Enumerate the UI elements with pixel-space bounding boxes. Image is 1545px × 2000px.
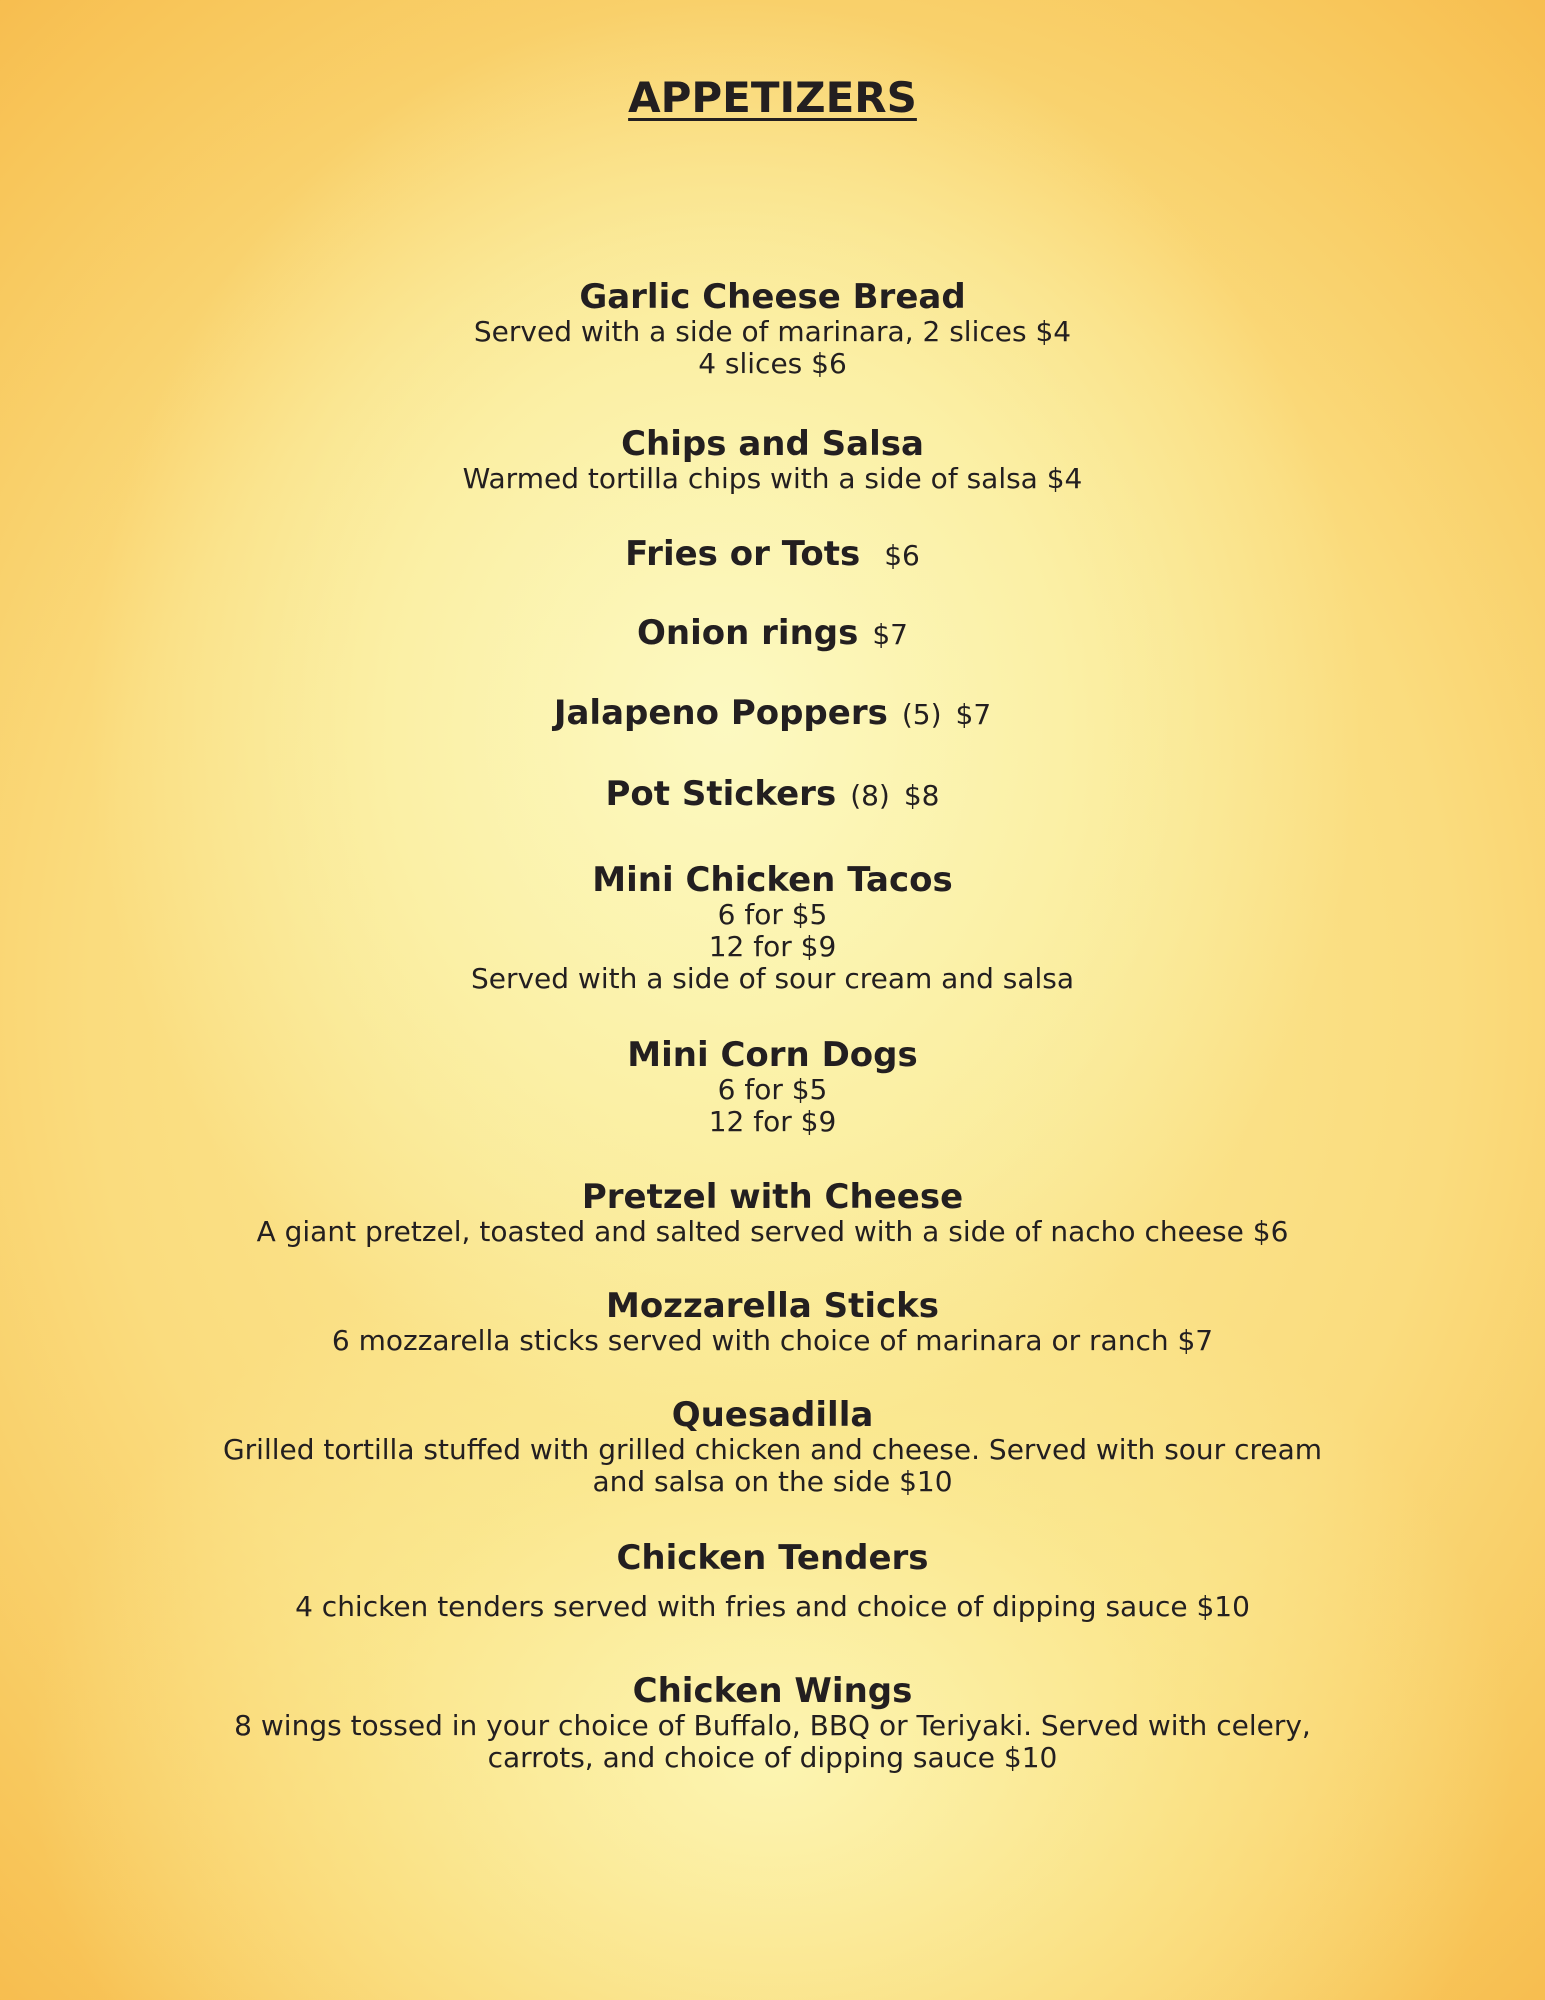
item-name: Garlic Cheese Bread — [579, 277, 966, 317]
item-description: A giant pretzel, toasted and salted served with a side of nacho cheese $6 — [256, 1215, 1289, 1248]
menu-item-mozzarella-sticks — [0, 1287, 1545, 1357]
item-name: Fries or Tots — [625, 534, 861, 574]
item-name: Chips and Salsa — [621, 424, 924, 464]
item-name: Chicken Wings — [632, 1671, 913, 1711]
item-price-option: 6 for $5 — [717, 898, 828, 931]
menu-item-mini-corn-dogs — [0, 1036, 1545, 1138]
item-name: Chicken Tenders — [616, 1538, 929, 1578]
menu-title-text: APPETIZERS — [628, 73, 917, 122]
item-price: $7 — [955, 698, 992, 731]
item-description: carrots, and choice of dipping sauce $10 — [487, 1741, 1058, 1774]
item-name-row — [0, 614, 1545, 654]
item-description: Served with a side of marinara, 2 slices $4 — [473, 315, 1072, 348]
item-price: $7 — [872, 618, 908, 651]
menu-item-garlic-cheese-bread — [0, 278, 1545, 380]
item-price-option: 12 for $9 — [708, 930, 837, 963]
item-name-row — [0, 535, 1545, 575]
item-name: Pretzel with Cheese — [581, 1177, 964, 1217]
item-price: $6 — [884, 539, 920, 572]
item-name: Mini Corn Dogs — [627, 1035, 918, 1075]
item-name-row — [0, 694, 1545, 734]
menu-item-pretzel-with-cheese — [0, 1178, 1545, 1248]
item-description: Warmed tortilla chips with a side of salsa $4 — [462, 462, 1083, 495]
menu-item-fries-or-tots — [0, 535, 1545, 575]
item-price-option: 6 for $5 — [717, 1073, 828, 1106]
menu-item-quesadilla — [0, 1396, 1545, 1498]
item-name: Mini Chicken Tacos — [592, 860, 953, 900]
menu-item-chicken-tenders — [0, 1539, 1545, 1623]
item-name: Mozzarella Sticks — [605, 1286, 940, 1326]
menu-title — [0, 72, 1545, 124]
item-description: Grilled tortilla stuffed with grilled chicken and cheese. Served with sour cream — [222, 1433, 1323, 1466]
menu-item-onion-rings — [0, 614, 1545, 654]
item-count: (8) — [850, 779, 890, 812]
item-name: Quesadilla — [671, 1395, 874, 1435]
item-description: 4 chicken tenders served with fries and choice of dipping sauce $10 — [295, 1590, 1250, 1623]
item-description: 6 mozzarella sticks served with choice of marinara or ranch $7 — [331, 1324, 1214, 1357]
item-name-row — [0, 775, 1545, 815]
item-description: and salsa on the side $10 — [592, 1465, 953, 1498]
item-description: 8 wings tossed in your choice of Buffalo, BBQ or Teriyaki. Served with celery, — [234, 1709, 1311, 1742]
menu-item-jalapeno-poppers — [0, 694, 1545, 734]
item-price-option: 12 for $9 — [708, 1105, 837, 1138]
menu-item-mini-chicken-tacos — [0, 861, 1545, 995]
item-count: (5) — [901, 698, 942, 731]
item-name: Onion rings — [636, 613, 859, 653]
menu-item-pot-stickers — [0, 775, 1545, 815]
item-name: Pot Stickers — [605, 774, 837, 814]
item-name: Jalapeno Poppers — [553, 693, 888, 733]
menu-item-chips-and-salsa — [0, 425, 1545, 495]
menu-item-chicken-wings — [0, 1672, 1545, 1774]
item-price: $8 — [903, 779, 940, 812]
item-price-option: 4 slices $6 — [698, 347, 847, 380]
item-description: Served with a side of sour cream and salsa — [470, 962, 1075, 995]
